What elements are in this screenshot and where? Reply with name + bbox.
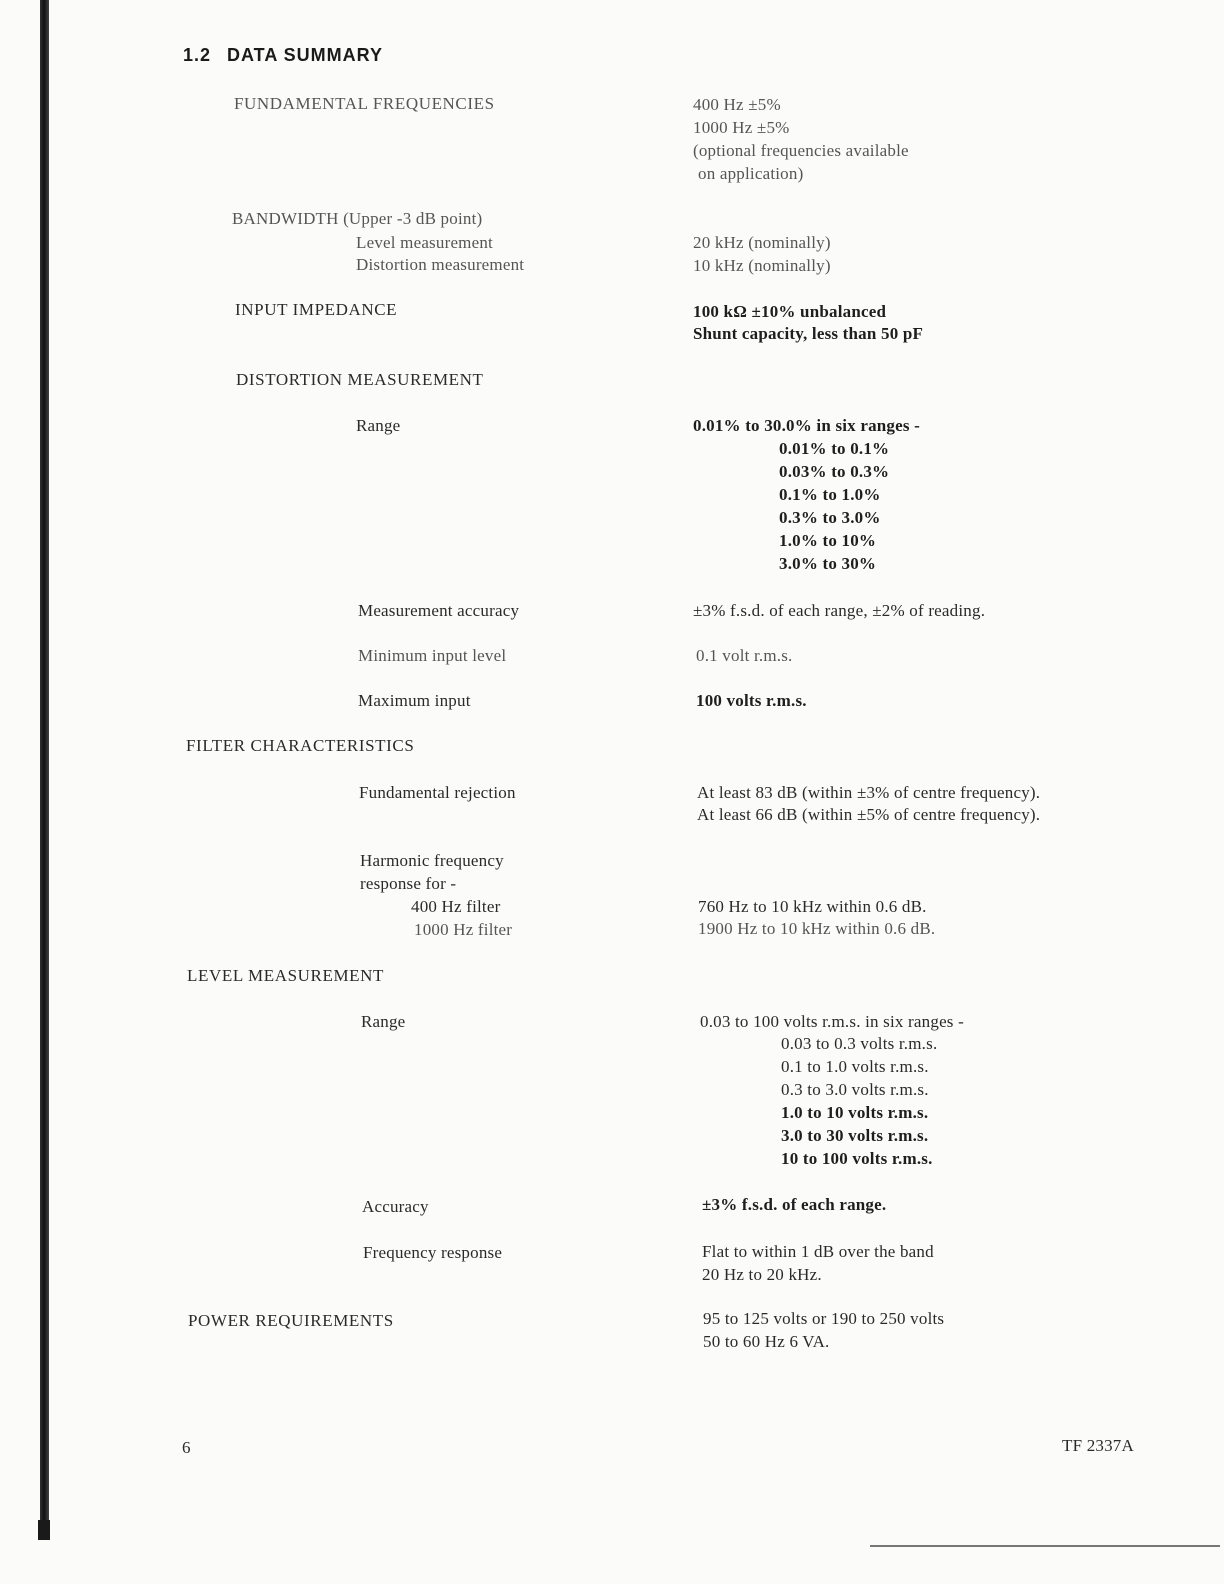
bandwidth-level-value: 20 kHz (nominally) bbox=[693, 233, 831, 252]
bandwidth-level-label: Level measurement bbox=[356, 233, 493, 252]
filter-1000-value: 1900 Hz to 10 kHz within 0.6 dB. bbox=[698, 919, 936, 938]
distortion-min-value: 0.1 volt r.m.s. bbox=[696, 646, 793, 665]
distortion-max-label: Maximum input bbox=[358, 691, 471, 710]
bandwidth-distortion-value: 10 kHz (nominally) bbox=[693, 256, 831, 275]
level-freq-value-2: 20 Hz to 20 kHz. bbox=[702, 1265, 822, 1284]
level-range-label: Range bbox=[361, 1012, 406, 1031]
distortion-range-4: 0.3% to 3.0% bbox=[779, 508, 881, 527]
binding-edge-tip bbox=[38, 1520, 50, 1540]
filter-rejection-value-2: At least 66 dB (within ±5% of centre frequency). bbox=[697, 805, 1041, 824]
distortion-max-value: 100 volts r.m.s. bbox=[696, 691, 807, 710]
input-impedance-label: INPUT IMPEDANCE bbox=[235, 300, 398, 319]
level-accuracy-label: Accuracy bbox=[362, 1197, 429, 1216]
section-title: DATA SUMMARY bbox=[227, 45, 383, 65]
fundamental-label: FUNDAMENTAL FREQUENCIES bbox=[234, 94, 495, 113]
distortion-min-label: Minimum input level bbox=[358, 646, 507, 665]
input-impedance-value-2: Shunt capacity, less than 50 pF bbox=[693, 324, 924, 343]
power-value-1: 95 to 125 volts or 190 to 250 volts bbox=[703, 1309, 945, 1328]
filter-label: FILTER CHARACTERISTICS bbox=[186, 736, 415, 755]
distortion-range-value: 0.01% to 30.0% in six ranges - bbox=[693, 416, 920, 435]
section-number: 1.2 bbox=[183, 45, 212, 65]
page-number: 6 bbox=[182, 1438, 191, 1457]
page-edge-line bbox=[870, 1545, 1220, 1547]
filter-rejection-label: Fundamental rejection bbox=[359, 783, 516, 802]
filter-rejection-value-1: At least 83 dB (within ±3% of centre frequency). bbox=[697, 783, 1041, 802]
distortion-range-1: 0.01% to 0.1% bbox=[779, 439, 890, 458]
level-range-4: 1.0 to 10 volts r.m.s. bbox=[781, 1103, 929, 1122]
distortion-accuracy-label: Measurement accuracy bbox=[358, 601, 520, 620]
distortion-range-3: 0.1% to 1.0% bbox=[779, 485, 881, 504]
filter-harmonic-label-1: Harmonic frequency bbox=[360, 851, 504, 870]
level-freq-value-1: Flat to within 1 dB over the band bbox=[702, 1242, 934, 1261]
distortion-accuracy-value: ±3% f.s.d. of each range, ±2% of reading. bbox=[693, 601, 986, 620]
power-value-2: 50 to 60 Hz 6 VA. bbox=[703, 1332, 830, 1351]
bandwidth-distortion-label: Distortion measurement bbox=[356, 255, 525, 274]
fundamental-value-3: (optional frequencies available bbox=[693, 141, 909, 160]
level-accuracy-value: ±3% f.s.d. of each range. bbox=[702, 1195, 887, 1214]
filter-400-value: 760 Hz to 10 kHz within 0.6 dB. bbox=[698, 897, 927, 916]
level-range-5: 3.0 to 30 volts r.m.s. bbox=[781, 1126, 929, 1145]
fundamental-value-1: 400 Hz ±5% bbox=[693, 95, 781, 114]
filter-400-label: 400 Hz filter bbox=[411, 897, 501, 916]
distortion-range-6: 3.0% to 30% bbox=[779, 554, 877, 573]
distortion-range-2: 0.03% to 0.3% bbox=[779, 462, 890, 481]
level-range-2: 0.1 to 1.0 volts r.m.s. bbox=[781, 1057, 929, 1076]
distortion-label: DISTORTION MEASUREMENT bbox=[236, 370, 484, 389]
level-freq-label: Frequency response bbox=[363, 1243, 503, 1262]
level-range-1: 0.03 to 0.3 volts r.m.s. bbox=[781, 1034, 938, 1053]
distortion-range-label: Range bbox=[356, 416, 401, 435]
fundamental-value-4: on application) bbox=[698, 164, 804, 183]
model-number: TF 2337A bbox=[1062, 1436, 1134, 1455]
level-range-3: 0.3 to 3.0 volts r.m.s. bbox=[781, 1080, 929, 1099]
level-range-value: 0.03 to 100 volts r.m.s. in six ranges - bbox=[700, 1012, 964, 1031]
level-label: LEVEL MEASUREMENT bbox=[187, 966, 385, 985]
fundamental-value-2: 1000 Hz ±5% bbox=[693, 118, 790, 137]
bandwidth-label: BANDWIDTH (Upper -3 dB point) bbox=[232, 209, 483, 228]
filter-1000-label: 1000 Hz filter bbox=[414, 920, 513, 939]
level-range-6: 10 to 100 volts r.m.s. bbox=[781, 1149, 933, 1168]
input-impedance-value-1: 100 kΩ ±10% unbalanced bbox=[693, 302, 887, 321]
filter-harmonic-label-2: response for - bbox=[360, 874, 457, 893]
power-label: POWER REQUIREMENTS bbox=[188, 1311, 394, 1330]
distortion-range-5: 1.0% to 10% bbox=[779, 531, 877, 550]
page-binding-edge bbox=[40, 0, 49, 1540]
